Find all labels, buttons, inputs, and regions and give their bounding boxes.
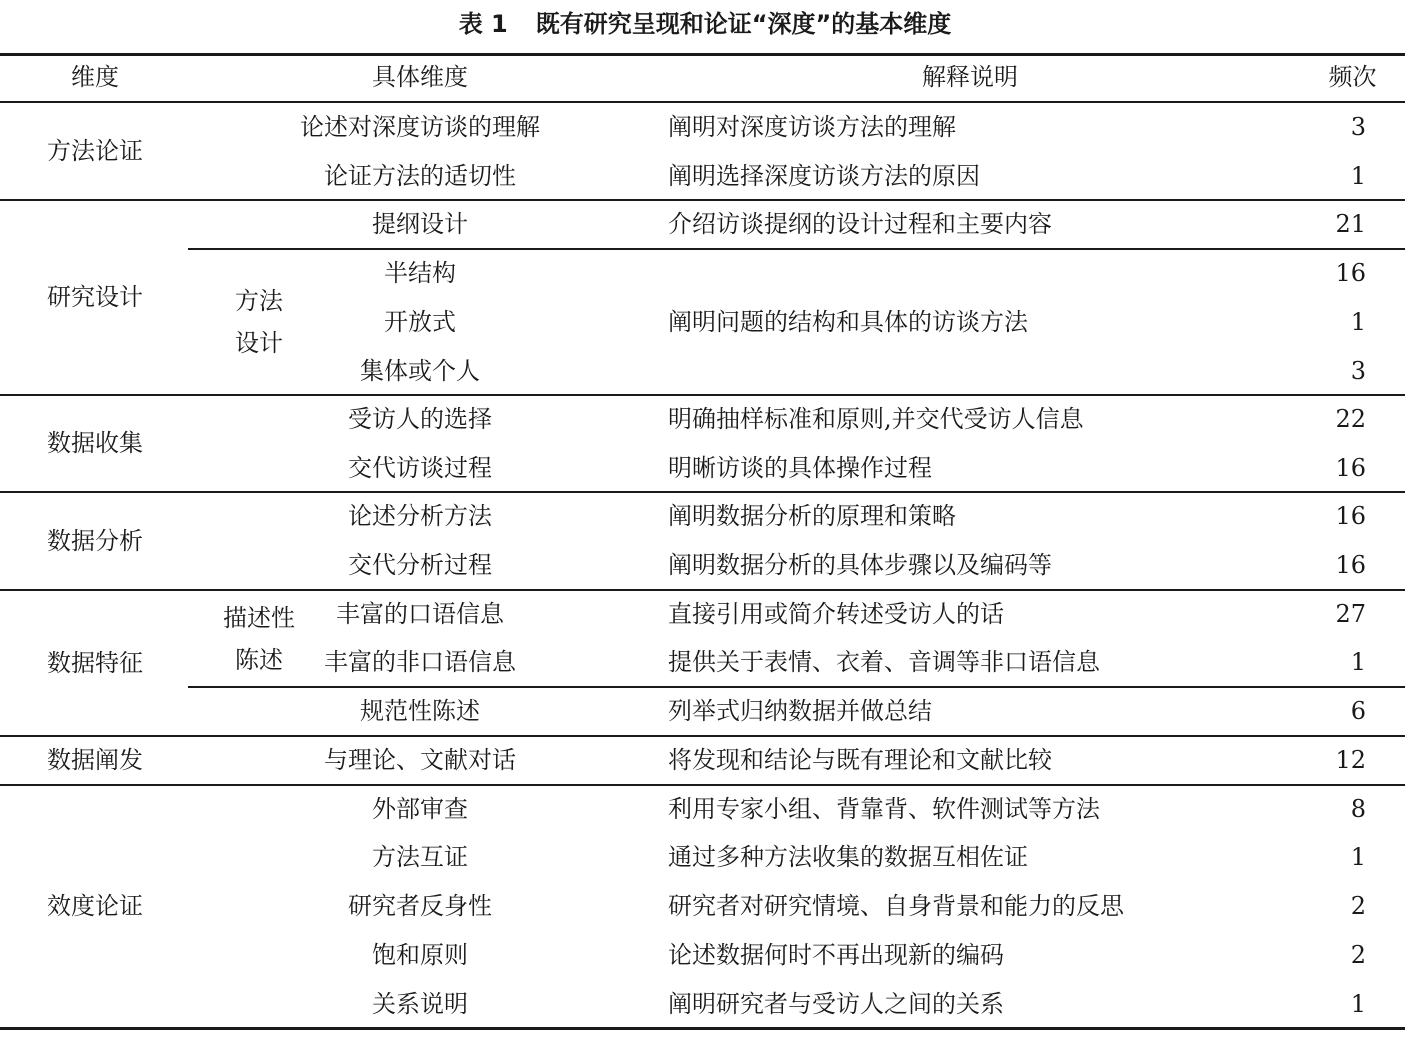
- group-divider: [0, 589, 1405, 591]
- dimension-validity: 效度论证: [47, 892, 143, 920]
- frequency-value: 16: [1335, 551, 1366, 579]
- explanation-text: 明晰访谈的具体操作过程: [668, 454, 932, 482]
- frequency-value: 21: [1335, 210, 1366, 238]
- frequency-value: 2: [1350, 941, 1366, 969]
- specific-item: 提纲设计: [372, 210, 468, 238]
- features-inner-divider: [188, 686, 1405, 688]
- dimension-analysis: 数据分析: [47, 527, 143, 555]
- table-number: 表 1: [458, 10, 508, 38]
- specific-item: 集体或个人: [360, 357, 480, 385]
- table-caption: [0, 6, 1410, 42]
- explanation-text: 阐明选择深度访谈方法的原因: [668, 162, 980, 190]
- specific-item: 受访人的选择: [348, 405, 492, 433]
- subgroup-line: 设计: [235, 329, 283, 357]
- specific-item: 开放式: [384, 308, 456, 336]
- explanation-text: 论述数据何时不再出现新的编码: [668, 941, 1004, 969]
- dimension-interpretation: 数据阐发: [47, 746, 143, 774]
- frequency-value: 1: [1350, 308, 1366, 336]
- frequency-value: 1: [1350, 648, 1366, 676]
- explanation-text: 研究者对研究情境、自身背景和能力的反思: [668, 892, 1124, 920]
- header-rule: [0, 101, 1405, 103]
- group-divider: [0, 491, 1405, 493]
- frequency-value: 1: [1350, 843, 1366, 871]
- explanation-text: 阐明数据分析的具体步骤以及编码等: [668, 551, 1052, 579]
- explanation-text: 明确抽样标准和原则,并交代受访人信息: [668, 405, 1084, 433]
- specific-item: 研究者反身性: [348, 892, 492, 920]
- frequency-value: 12: [1335, 746, 1366, 774]
- specific-item: 外部审查: [372, 795, 468, 823]
- bottom-rule: [0, 1027, 1405, 1030]
- specific-item: 论证方法的适切性: [324, 162, 516, 190]
- frequency-value: 16: [1335, 454, 1366, 482]
- dimension-collection: 数据收集: [47, 429, 143, 457]
- header-specific: 具体维度: [372, 63, 468, 91]
- specific-item: 规范性陈述: [360, 697, 480, 725]
- specific-item: 饱和原则: [372, 941, 468, 969]
- specific-item: 交代访谈过程: [348, 454, 492, 482]
- frequency-value: 1: [1350, 162, 1366, 190]
- frequency-value: 8: [1350, 795, 1366, 823]
- frequency-value: 2: [1350, 892, 1366, 920]
- frequency-value: 16: [1335, 502, 1366, 530]
- specific-item: 丰富的口语信息: [336, 600, 504, 628]
- group-divider: [0, 199, 1405, 201]
- explanation-text: 利用专家小组、背靠背、软件测试等方法: [668, 795, 1100, 823]
- specific-item: 关系说明: [372, 990, 468, 1018]
- explanation-text: 直接引用或简介转述受访人的话: [668, 600, 1004, 628]
- frequency-value: 16: [1335, 259, 1366, 287]
- specific-item: 方法互证: [372, 843, 468, 871]
- explanation-text: 阐明对深度访谈方法的理解: [668, 113, 956, 141]
- frequency-value: 1: [1350, 990, 1366, 1018]
- explanation-text: 通过多种方法收集的数据互相佐证: [668, 843, 1028, 871]
- explanation-text: 将发现和结论与既有理论和文献比较: [668, 746, 1052, 774]
- group-divider: [0, 394, 1405, 396]
- explanation-text: 介绍访谈提纲的设计过程和主要内容: [668, 210, 1052, 238]
- specific-item: 交代分析过程: [348, 551, 492, 579]
- frequency-value: 6: [1350, 697, 1366, 725]
- specific-item: 丰富的非口语信息: [324, 648, 516, 676]
- explanation-text: 提供关于表情、衣着、音调等非口语信息: [668, 648, 1100, 676]
- header-dimension: 维度: [71, 63, 119, 91]
- subgroup-line: 陈述: [235, 646, 283, 674]
- frequency-value: 3: [1350, 357, 1366, 385]
- explanation-text: 阐明问题的结构和具体的访谈方法: [668, 308, 1028, 336]
- explanation-text: 列举式归纳数据并做总结: [668, 697, 932, 725]
- dimension-design: 研究设计: [47, 283, 143, 311]
- dimension-features: 数据特征: [47, 649, 143, 677]
- frequency-value: 22: [1335, 405, 1366, 433]
- specific-item: 半结构: [384, 259, 456, 287]
- specific-item: 论述对深度访谈的理解: [300, 113, 540, 141]
- subgroup-line: 描述性: [223, 604, 295, 632]
- design-inner-divider: [188, 248, 1405, 250]
- header-explanation: 解释说明: [922, 63, 1018, 91]
- frequency-value: 3: [1350, 113, 1366, 141]
- header-frequency: 频次: [1328, 63, 1377, 91]
- subgroup-line: 方法: [235, 287, 283, 315]
- dimension-method: 方法论证: [47, 137, 143, 165]
- top-rule: [0, 53, 1405, 56]
- explanation-text: 阐明数据分析的原理和策略: [668, 502, 956, 530]
- group-divider: [0, 784, 1405, 786]
- group-divider: [0, 735, 1405, 737]
- specific-item: 与理论、文献对话: [324, 746, 516, 774]
- explanation-text: 阐明研究者与受访人之间的关系: [668, 990, 1004, 1018]
- table-title: 既有研究呈现和论证“深度”的基本维度: [535, 10, 952, 38]
- specific-item: 论述分析方法: [348, 502, 492, 530]
- frequency-value: 27: [1335, 600, 1366, 628]
